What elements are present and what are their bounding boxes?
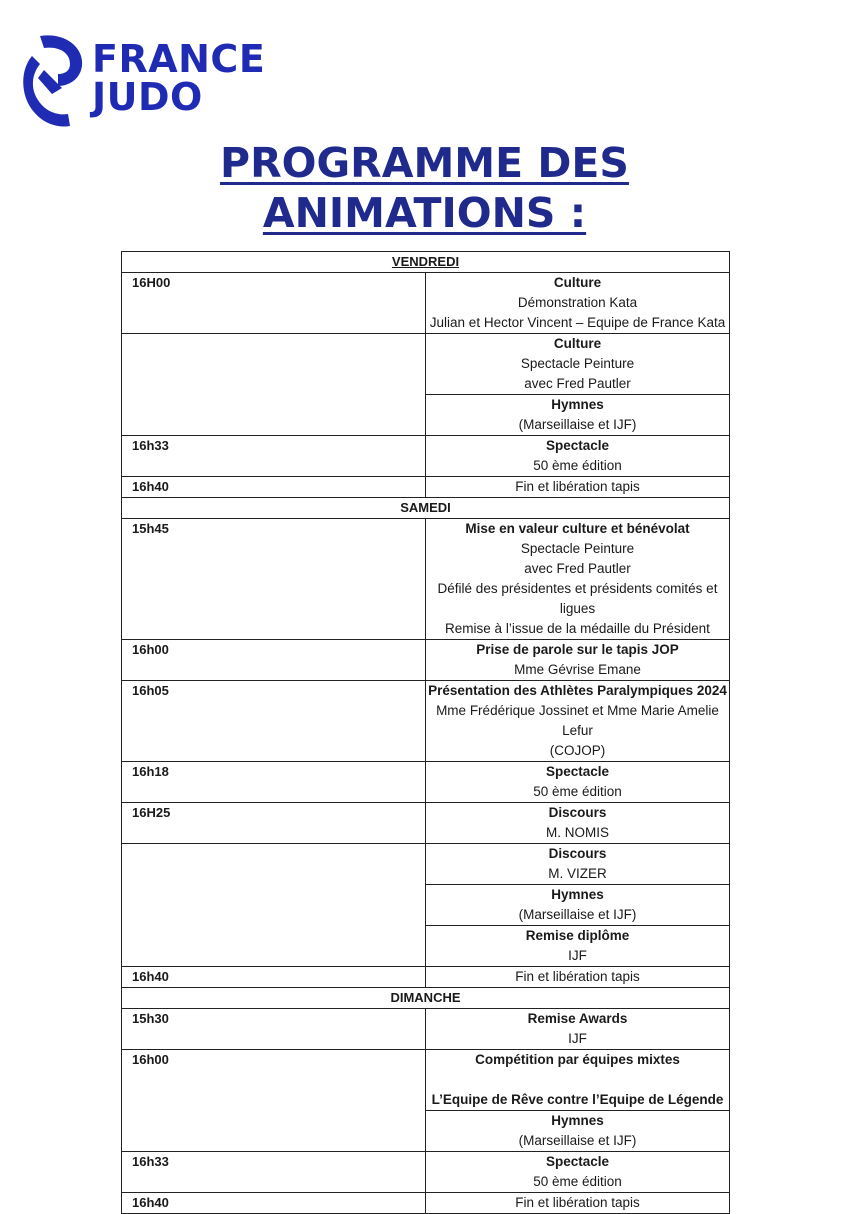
activity-cell: [426, 844, 730, 885]
schedule-row: [122, 1050, 730, 1111]
activity-cell: [426, 273, 730, 334]
time-cell: 16h33: [122, 436, 426, 477]
activity-detail: 50 ème édition: [533, 458, 622, 473]
activity-detail: M. VIZER: [548, 866, 607, 881]
activity-detail: avec Fred Pautler: [524, 376, 631, 391]
schedule-row: [122, 477, 730, 498]
activity-cell: [426, 1111, 730, 1152]
title-line-2: ANIMATIONS :: [262, 189, 587, 237]
activity-detail: (Marseillaise et IJF): [518, 1133, 637, 1148]
activity-title: Remise diplôme: [525, 928, 630, 943]
activity-cell: [426, 334, 730, 395]
activity-cell: [426, 1193, 730, 1214]
france-judo-logo: [22, 30, 292, 130]
activity-detail: Spectacle Peinture: [520, 541, 635, 556]
activity-cell: [426, 395, 730, 436]
time-cell: 16h00: [122, 1050, 426, 1152]
activity-cell: [426, 477, 730, 498]
day-name: SAMEDI: [122, 498, 730, 519]
day-header-row: [122, 498, 730, 519]
activity-detail: 50 ème édition: [533, 1174, 622, 1189]
activity-cell: [426, 436, 730, 477]
activity-cell: [426, 1009, 730, 1050]
activity-detail: Fin et libération tapis: [515, 969, 640, 984]
time-cell: 15h45: [122, 519, 426, 640]
activity-title: Prise de parole sur le tapis JOP: [476, 642, 679, 657]
time-cell: [122, 334, 426, 436]
day-name: VENDREDI: [122, 252, 730, 273]
activity-detail: Mme Gévrise Emane: [514, 662, 641, 677]
activity-detail: (COJOP): [549, 743, 606, 758]
activity-detail: IJF: [568, 1031, 587, 1046]
programme-table: [121, 251, 730, 1214]
time-cell: 16h40: [122, 477, 426, 498]
activity-detail: Remise à l’issue de la médaille du Président: [445, 621, 710, 636]
activity-title: Culture: [553, 275, 602, 290]
time-cell: 16h00: [122, 640, 426, 681]
activity-detail: 50 ème édition: [533, 784, 622, 799]
activity-cell: [426, 803, 730, 844]
day-header-row: [122, 252, 730, 273]
activity-detail: Fin et libération tapis: [515, 479, 640, 494]
activity-detail: (Marseillaise et IJF): [518, 907, 637, 922]
activity-title: Hymnes: [551, 397, 604, 412]
activity-cell: [426, 640, 730, 681]
schedule-row: [122, 803, 730, 844]
activity-detail: IJF: [568, 948, 587, 963]
activity-cell: [426, 967, 730, 988]
logo-line-judo: JUDO: [92, 75, 203, 119]
time-cell: [122, 844, 426, 967]
judo-logo-mark-icon: [22, 30, 84, 130]
activity-title: Spectacle: [545, 764, 610, 779]
activity-detail: L’Equipe de Rêve contre l’Equipe de Légende: [431, 1092, 724, 1107]
activity-title: Mise en valeur culture et bénévolat: [465, 521, 690, 536]
time-cell: 16h40: [122, 1193, 426, 1214]
time-cell: 16h33: [122, 1152, 426, 1193]
activity-cell: [426, 681, 730, 762]
activity-detail: [426, 1070, 729, 1090]
activity-detail: Démonstration Kata: [517, 295, 638, 310]
activity-cell: [426, 1152, 730, 1193]
activity-detail: Fin et libération tapis: [515, 1195, 640, 1210]
activity-title: Remise Awards: [527, 1011, 628, 1026]
schedule-row: [122, 436, 730, 477]
activity-title: Discours: [548, 846, 607, 861]
activity-detail: Spectacle Peinture: [520, 356, 635, 371]
page-title: [0, 138, 849, 238]
activity-cell: [426, 885, 730, 926]
day-header-row: [122, 988, 730, 1009]
activity-cell: [426, 762, 730, 803]
schedule-row: [122, 519, 730, 640]
activity-title: Hymnes: [551, 1113, 604, 1128]
time-cell: 16h05: [122, 681, 426, 762]
schedule-row: [122, 640, 730, 681]
time-cell: 15h30: [122, 1009, 426, 1050]
logo-line-france: FRANCE: [92, 37, 266, 81]
time-cell: 16H00: [122, 273, 426, 334]
activity-detail: (Marseillaise et IJF): [518, 417, 637, 432]
activity-title: Compétition par équipes mixtes: [475, 1052, 680, 1067]
schedule-row: [122, 1152, 730, 1193]
activity-cell: [426, 1050, 730, 1111]
activity-cell: [426, 926, 730, 967]
activity-cell: [426, 519, 730, 640]
day-name: DIMANCHE: [122, 988, 730, 1009]
schedule-row: [122, 1009, 730, 1050]
schedule-row: [122, 967, 730, 988]
activity-title: Hymnes: [551, 887, 604, 902]
logo-wordmark: [92, 37, 266, 119]
activity-detail: M. NOMIS: [546, 825, 609, 840]
activity-title: Spectacle: [545, 1154, 610, 1169]
activity-title: Culture: [553, 336, 602, 351]
time-cell: 16h18: [122, 762, 426, 803]
time-cell: 16H25: [122, 803, 426, 844]
activity-detail: Défilé des présidentes et présidents comités et ligues: [437, 581, 718, 616]
schedule-row: [122, 844, 730, 885]
schedule-row: [122, 334, 730, 395]
title-line-1: PROGRAMME DES: [220, 139, 629, 187]
activity-title: Présentation des Athlètes Paralympiques 2024: [428, 683, 727, 698]
schedule-row: [122, 762, 730, 803]
activity-detail: Julian et Hector Vincent – Equipe de France Kata: [429, 315, 726, 330]
activity-detail: avec Fred Pautler: [524, 561, 631, 576]
activity-detail: Mme Frédérique Jossinet et Mme Marie Amelie Lefur: [436, 703, 719, 738]
time-cell: 16h40: [122, 967, 426, 988]
activity-title: Discours: [548, 805, 607, 820]
schedule-row: [122, 273, 730, 334]
schedule-row: [122, 681, 730, 762]
activity-title: Spectacle: [545, 438, 610, 453]
schedule-row: [122, 1193, 730, 1214]
